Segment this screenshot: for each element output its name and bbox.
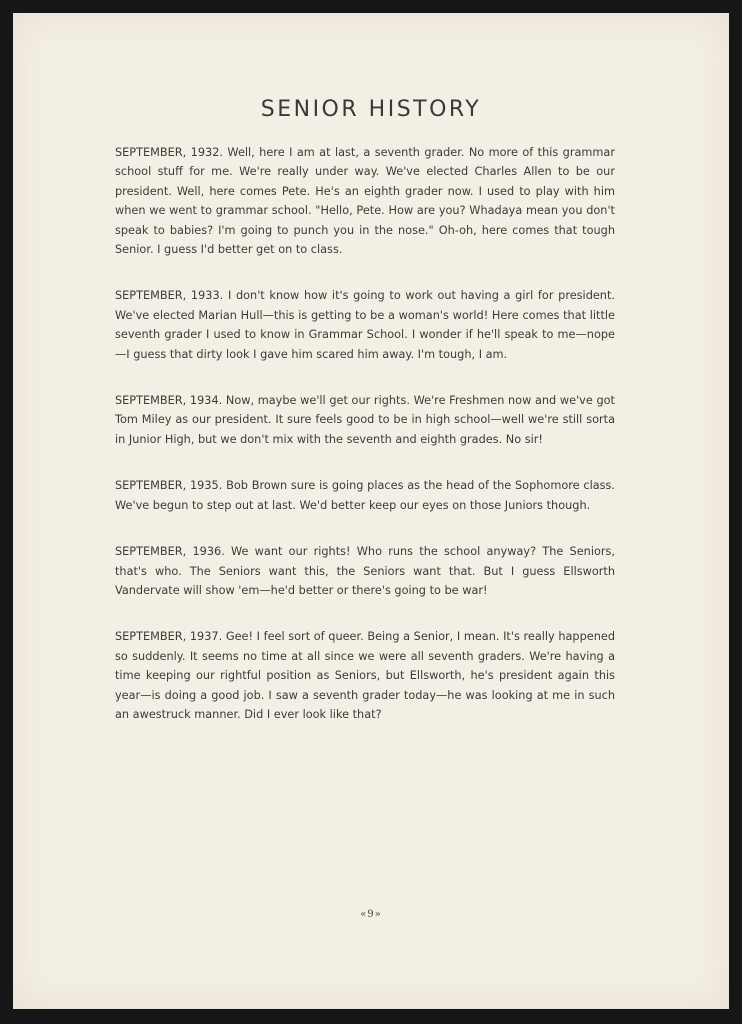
page-number: «9» (360, 909, 382, 920)
paragraph-1933: SEPTEMBER, 1933. I don't know how it's going to work out having a girl for president. We've elected Marian Hull—this is getting to be a woman's world! Here comes that little seventh grader I used to know in Grammar School. I wonder if he'll speak to me—nope—I guess that dirty look I gave him scared him away. I'm tough, I am. (115, 289, 615, 361)
document-page (13, 13, 729, 1009)
page-title: SENIOR HISTORY (260, 97, 482, 122)
paragraph-1934: SEPTEMBER, 1934. Now, maybe we'll get our rights. We're Freshmen now and we've got Tom Miley as our president. It sure feels good to be in high school—well we're still sorta in Junior High, but we don't mix with the seventh and eighth grades. No sir! (115, 394, 615, 446)
paragraph-1937: SEPTEMBER, 1937. Gee! I feel sort of queer. Being a Senior, I mean. It's really happened so suddenly. It seems no time at all since we were all seventh graders. We're having a time keeping our rightful position as Seniors, but Ellsworth, he's president again this year—is doing a good job. I saw a seventh grader today—he was looking at me in such an awestruck manner. Did I ever look like that? (115, 630, 615, 721)
paragraph-1932: SEPTEMBER, 1932. Well, here I am at last, a seventh grader. No more of this grammar school stuff for me. We're really under way. We've elected Charles Allen to be our president. Well, here comes Pete. He's an eighth grader now. I used to play with him when we went to grammar school. "Hello, Pete. How are you? Whadaya mean you don't speak to babies? I'm going to punch you in the nose." Oh-oh, here comes that tough Senior. I guess I'd better get on to class. (115, 146, 615, 257)
paragraph-1935: SEPTEMBER, 1935. Bob Brown sure is going places as the head of the Sophomore class. We've begun to step out at last. We'd better keep our eyes on those Juniors though. (115, 479, 615, 512)
history-body (115, 143, 615, 751)
paragraph-1936: SEPTEMBER, 1936. We want our rights! Who runs the school anyway? The Seniors, that's who. The Seniors want this, the Seniors want that. But I guess Ellsworth Vandervate will show 'em—he'd better or there's going to be war! (115, 545, 615, 597)
